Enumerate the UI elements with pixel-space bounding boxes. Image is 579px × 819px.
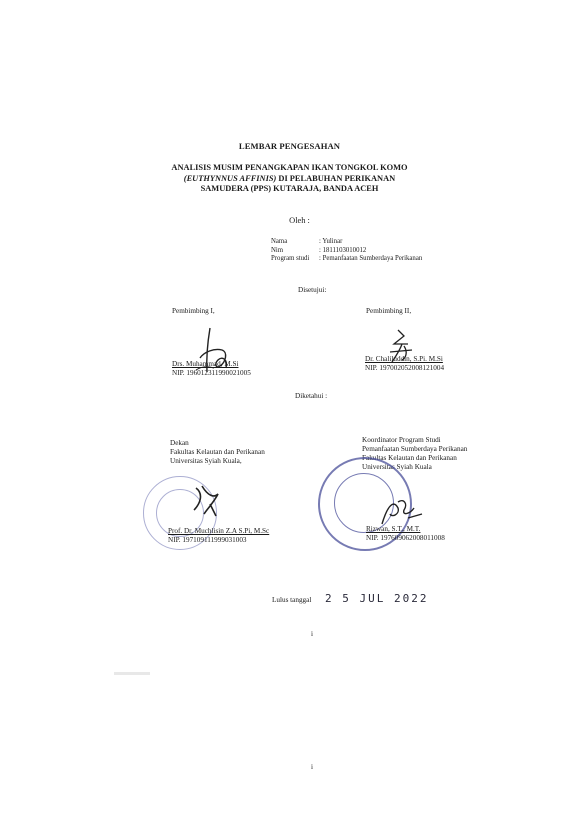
page-number-lower: i — [311, 763, 313, 771]
author-info — [271, 238, 422, 264]
dean-university: Universitas Syiah Kuala, — [170, 457, 242, 465]
dean-signature — [190, 484, 222, 524]
graduation-label: Lulus tanggal — [272, 596, 312, 604]
coordinator-name: Rizwan, S.T., M.T. — [366, 525, 421, 533]
supervisor-1-name: Drs. Muhammad, M.Si — [172, 360, 239, 368]
dean-name: Prof. Dr. Muchlisin Z.A S.Pi, M.Sc — [168, 527, 270, 535]
supervisor-1-role: Pembimbing I, — [172, 307, 215, 315]
thesis-title — [0, 163, 579, 195]
prodi-value: : Pemanfaatan Sumberdaya Perikanan — [319, 255, 423, 263]
supervisor-2-block — [365, 355, 444, 373]
by-label: Oleh : — [289, 216, 310, 225]
approved-label: Disetujui: — [298, 286, 327, 294]
coordinator-university: Universitas Syiah Kuala — [362, 463, 432, 471]
supervisor-2-name: Dr. Chaliluddin, S.Pi. M.Si — [365, 355, 443, 363]
thesis-title-line-2-rest: DI PELABUHAN PERIKANAN — [276, 173, 396, 183]
supervisor-2-role: Pembimbing II, — [366, 307, 412, 315]
supervisor-1-nip: NIP. 196012311990021005 — [172, 369, 251, 377]
page-number-upper: i — [311, 630, 313, 638]
dean-nip: NIP. 197109111999031003 — [168, 536, 247, 544]
dean-header — [170, 439, 265, 466]
acknowledged-label: Diketahui : — [295, 392, 328, 400]
coordinator-block — [366, 525, 445, 543]
author-name-row — [271, 238, 422, 247]
species-name: (EUTHYNNUS AFFINIS) — [183, 173, 277, 183]
name-value: : Yulinar — [319, 238, 343, 245]
dean-block — [168, 527, 269, 545]
author-nim-row — [271, 247, 422, 256]
thesis-title-line-2 — [0, 174, 579, 185]
coordinator-faculty: Fakultas Kelautan dan Perikanan — [362, 454, 457, 462]
thesis-title-line-1: ANALISIS MUSIM PENANGKAPAN IKAN TONGKOL KOMO — [171, 163, 408, 172]
coordinator-nip: NIP. 197609062008011008 — [366, 534, 445, 542]
nim-value: : 1811103010012 — [319, 246, 367, 254]
dean-faculty: Fakultas Kelautan dan Perikanan — [170, 448, 265, 456]
dean-title: Dekan — [170, 439, 189, 447]
coordinator-title: Koordinator Program Studi — [362, 436, 441, 444]
coordinator-program: Pemanfaatan Sumberdaya Perikanan — [362, 445, 468, 453]
nim-label: Nim — [271, 246, 284, 254]
scan-artifact — [114, 672, 150, 675]
thesis-title-line-3: SAMUDERA (PPS) KUTARAJA, BANDA ACEH — [200, 184, 379, 193]
prodi-label: Program studi — [271, 255, 310, 263]
graduation-date-stamp: 2 5 JUL 2022 — [325, 592, 429, 605]
author-prodi-row — [271, 255, 422, 264]
supervisor-1-block — [172, 360, 251, 378]
supervisor-2-nip: NIP. 197002052008121004 — [365, 364, 445, 372]
name-label: Nama — [271, 238, 288, 245]
page-title: LEMBAR PENGESAHAN — [238, 141, 341, 151]
